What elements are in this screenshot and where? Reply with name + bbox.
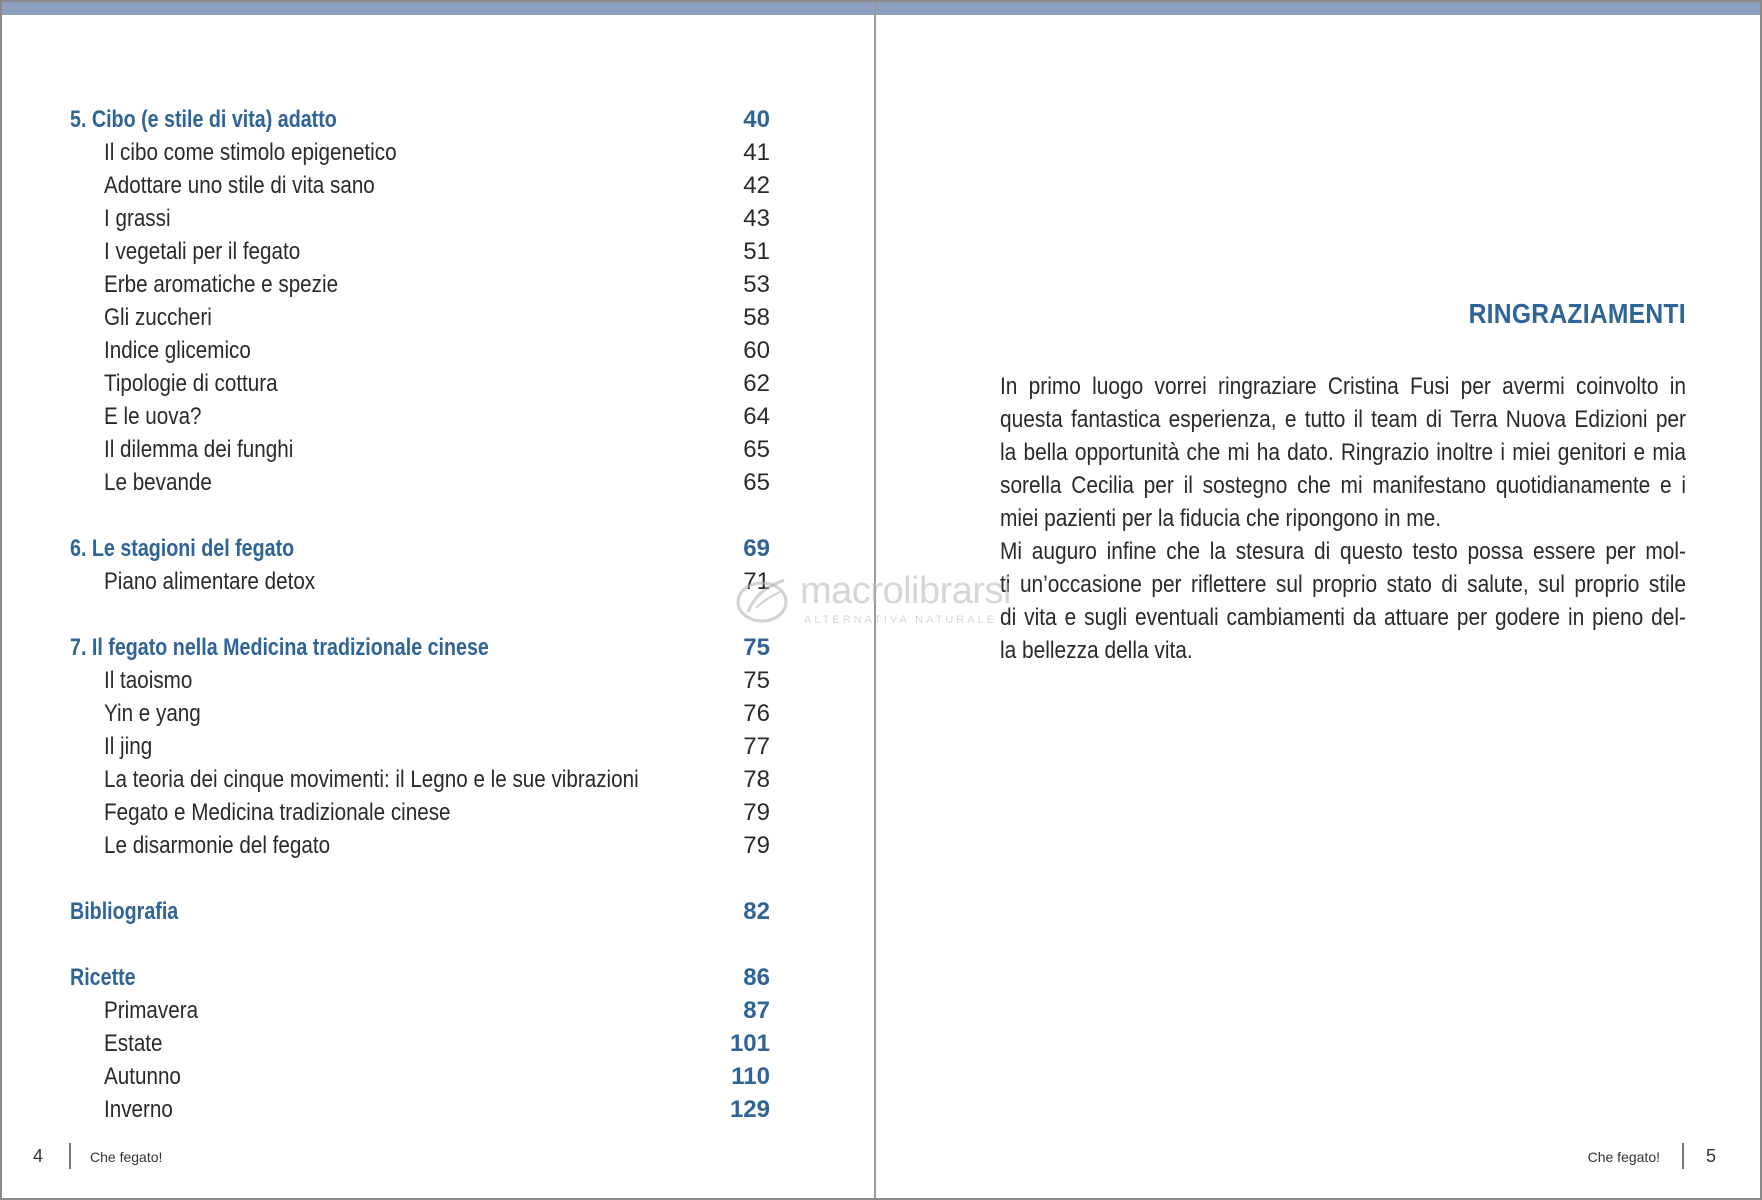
toc-section-page: 86 xyxy=(743,964,770,991)
toc-entry-page: 51 xyxy=(743,238,770,265)
toc-entry xyxy=(70,1093,770,1126)
acknowledgements-title: RINGRAZIAMENTI xyxy=(1468,298,1686,329)
toc-entry-page: 58 xyxy=(743,304,770,331)
acknowledgements-line xyxy=(1000,634,1686,667)
toc-entry-page: 87 xyxy=(743,997,770,1024)
toc-entry-page: 79 xyxy=(743,799,770,826)
toc-section-title: Bibliografia xyxy=(70,898,179,925)
toc-entry xyxy=(70,235,770,268)
toc-entry xyxy=(70,466,770,499)
acknowledgements-line-text: la bella opportunità che mi ha dato. Ringrazio inoltre i miei genitori e mia xyxy=(1000,439,1686,466)
toc-section-title: Ricette xyxy=(70,964,136,991)
toc-entry xyxy=(70,367,770,400)
toc-entry-page: 75 xyxy=(743,667,770,694)
toc-entry-title: I grassi xyxy=(104,205,171,232)
acknowledgements-line xyxy=(1000,568,1686,601)
toc-entry-page: 101 xyxy=(729,1030,770,1057)
toc-entry xyxy=(70,136,770,169)
toc-section-heading xyxy=(70,532,770,565)
acknowledgements-line-text: la bellezza della vita. xyxy=(1000,637,1193,664)
acknowledgements-line xyxy=(1000,436,1686,469)
toc-entry-title: Yin e yang xyxy=(104,700,201,727)
toc-entry xyxy=(70,565,770,598)
toc-entry xyxy=(70,664,770,697)
acknowledgements-line-text: In primo luogo vorrei ringraziare Cristina Fusi per avermi coinvolto in xyxy=(1000,373,1686,400)
toc-entry-title: Fegato e Medicina tradizionale cinese xyxy=(104,799,451,826)
toc-entry-title: I vegetali per il fegato xyxy=(104,238,301,265)
toc-entry xyxy=(70,697,770,730)
toc-entry-title: Primavera xyxy=(104,997,199,1024)
toc-section-heading xyxy=(70,103,770,136)
toc-entry xyxy=(70,169,770,202)
toc-entry xyxy=(70,301,770,334)
toc-entry-page: 76 xyxy=(743,700,770,727)
toc-entry-title: Estate xyxy=(104,1030,163,1057)
acknowledgements-line-text: questa fantastica esperienza, e tutto il team di Terra Nuova Edizioni per xyxy=(1000,406,1686,433)
toc-section-page: 75 xyxy=(743,634,770,661)
watermark-text: macrolibrarsi xyxy=(800,570,1011,612)
toc-section-heading xyxy=(70,631,770,664)
running-title: Che fegato! xyxy=(1587,1149,1660,1165)
top-bar xyxy=(2,2,1760,15)
toc-entry xyxy=(70,268,770,301)
toc-entry-title: Piano alimentare detox xyxy=(104,568,316,595)
toc-section-title: 5. Cibo (e stile di vita) adatto xyxy=(70,106,337,133)
toc-entry-page: 65 xyxy=(743,436,770,463)
toc-entry-page: 64 xyxy=(743,403,770,430)
toc-entry-page: 53 xyxy=(743,271,770,298)
toc-section-page: 82 xyxy=(743,898,770,925)
toc-entry xyxy=(70,763,770,796)
toc-entry-page: 71 xyxy=(743,568,770,595)
toc-entry-title: Il jing xyxy=(104,733,153,760)
acknowledgements-line-text: miei pazienti per la fiducia che ripongono in me. xyxy=(1000,505,1442,532)
toc-entry-title: Erbe aromatiche e spezie xyxy=(104,271,339,298)
toc-entry xyxy=(70,433,770,466)
toc-entry xyxy=(70,334,770,367)
toc-entry-title: Tipologie di cottura xyxy=(104,370,278,397)
toc-entry-page: 110 xyxy=(731,1063,770,1090)
toc-entry-page: 129 xyxy=(729,1096,770,1123)
left-page xyxy=(2,15,874,1198)
acknowledgements-body xyxy=(1000,370,1686,667)
acknowledgements-line-text: ti un’occasione per riflettere sul proprio stato di salute, sul proprio stile xyxy=(1000,571,1686,598)
toc-section-page: 40 xyxy=(743,106,770,133)
toc-entry-page: 77 xyxy=(743,733,770,760)
toc-entry-title: Il taoismo xyxy=(104,667,193,694)
toc-section-page: 69 xyxy=(743,535,770,562)
toc-section-title: 6. Le stagioni del fegato xyxy=(70,535,295,562)
watermark-subtext: ALTERNATIVA NATURALE xyxy=(804,614,998,626)
toc-entry-page: 43 xyxy=(743,205,770,232)
right-footer xyxy=(876,1143,1762,1169)
toc-entry xyxy=(70,994,770,1027)
toc-section-heading xyxy=(70,895,770,928)
toc-entry-page: 41 xyxy=(743,139,770,166)
toc-entry xyxy=(70,730,770,763)
toc-entry-title: Adottare uno stile di vita sano xyxy=(104,172,375,199)
toc-entry-page: 65 xyxy=(743,469,770,496)
page-number: 4 xyxy=(33,1146,44,1166)
toc-entry-title: Gli zuccheri xyxy=(104,304,212,331)
acknowledgements-line xyxy=(1000,370,1686,403)
acknowledgements-line xyxy=(1000,469,1686,502)
footer-separator xyxy=(1682,1143,1684,1169)
toc-entry-title: Le bevande xyxy=(104,469,212,496)
toc-entry-page: 60 xyxy=(743,337,770,364)
acknowledgements-line-text: Mi auguro infine che la stesura di questo testo possa essere per mol- xyxy=(1000,538,1686,565)
right-page xyxy=(876,15,1762,1198)
toc-section-title: 7. Il fegato nella Medicina tradizionale cinese xyxy=(70,634,489,661)
section-gap xyxy=(70,499,770,532)
toc-entry-page: 78 xyxy=(743,766,770,793)
toc-entry-title: Inverno xyxy=(104,1096,173,1123)
acknowledgements-line-text: sorella Cecilia per il sostegno che mi manifestano quotidianamente e i xyxy=(1000,472,1686,499)
toc-entry-title: La teoria dei cinque movimenti: il Legno e le sue vibrazioni xyxy=(104,766,639,793)
toc-entry xyxy=(70,1060,770,1093)
acknowledgements-line xyxy=(1000,502,1686,535)
section-gap xyxy=(70,598,770,631)
toc-entry-page: 79 xyxy=(743,832,770,859)
footer-separator xyxy=(69,1143,71,1169)
section-gap xyxy=(70,862,770,895)
running-title: Che fegato! xyxy=(90,1149,163,1165)
acknowledgements-line-text: di vita e sugli eventuali cambiamenti da attuare per godere in pieno del- xyxy=(1000,604,1686,631)
toc-entry-title: Autunno xyxy=(104,1063,181,1090)
toc-entry xyxy=(70,400,770,433)
acknowledgements-line xyxy=(1000,403,1686,436)
toc-section-heading xyxy=(70,961,770,994)
section-gap xyxy=(70,928,770,961)
toc-entry xyxy=(70,1027,770,1060)
toc-entry xyxy=(70,796,770,829)
toc-entry-title: Indice glicemico xyxy=(104,337,251,364)
toc-entry xyxy=(70,202,770,235)
acknowledgements-line xyxy=(1000,601,1686,634)
toc-entry xyxy=(70,829,770,862)
toc-entry-title: Il cibo come stimolo epigenetico xyxy=(104,139,397,166)
toc-entry-title: Le disarmonie del fegato xyxy=(104,832,331,859)
acknowledgements-line xyxy=(1000,535,1686,568)
page-number: 5 xyxy=(1705,1146,1716,1166)
toc-entry-title: E le uova? xyxy=(104,403,202,430)
toc-entry-title: Il dilemma dei funghi xyxy=(104,436,294,463)
toc-entry-page: 62 xyxy=(743,370,770,397)
toc-entry-page: 42 xyxy=(743,172,770,199)
left-footer xyxy=(2,1143,874,1169)
table-of-contents xyxy=(70,103,770,1126)
